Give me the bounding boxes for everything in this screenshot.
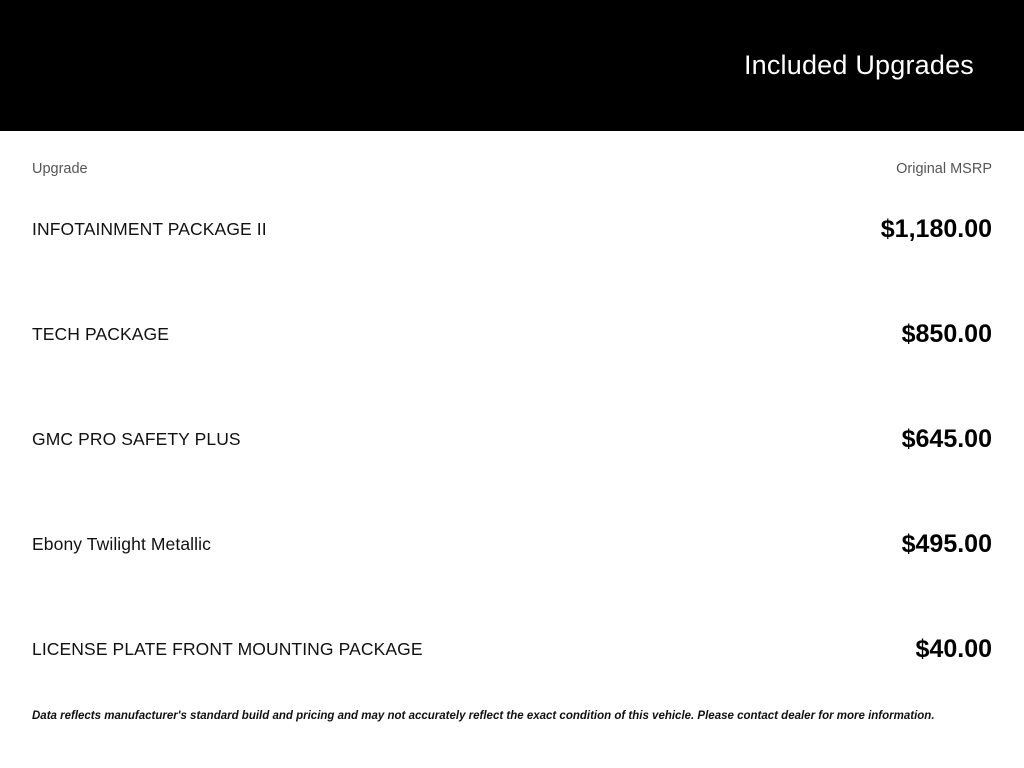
upgrade-price: $1,180.00 <box>880 215 992 243</box>
upgrade-price: $40.00 <box>915 635 992 663</box>
upgrade-name: GMC PRO SAFETY PLUS <box>32 429 241 449</box>
page-header <box>0 0 1024 131</box>
upgrade-price: $850.00 <box>901 320 992 348</box>
page-title: Included Upgrades <box>743 50 974 80</box>
upgrade-price: $495.00 <box>901 530 992 558</box>
column-header-original-msrp: Original MSRP <box>896 161 992 177</box>
table-row <box>32 387 992 492</box>
upgrades-section <box>0 131 1024 768</box>
table-row <box>32 597 992 702</box>
upgrade-name: INFOTAINMENT PACKAGE II <box>32 219 267 239</box>
upgrade-name: LICENSE PLATE FRONT MOUNTING PACKAGE <box>32 639 423 659</box>
upgrade-name: TECH PACKAGE <box>32 324 170 344</box>
upgrade-name: Ebony Twilight Metallic <box>32 534 212 554</box>
table-row <box>32 492 992 597</box>
table-row <box>32 177 992 282</box>
table-column-headers <box>32 131 992 177</box>
disclaimer-text: Data reflects manufacturer's standard build and pricing and may not accurately reflect the exact condition of this vehicle. Please contact dealer for more information. <box>32 710 935 722</box>
upgrades-table <box>32 177 992 702</box>
column-header-upgrade: Upgrade <box>32 161 88 177</box>
upgrade-price: $645.00 <box>901 425 992 453</box>
table-row <box>32 282 992 387</box>
